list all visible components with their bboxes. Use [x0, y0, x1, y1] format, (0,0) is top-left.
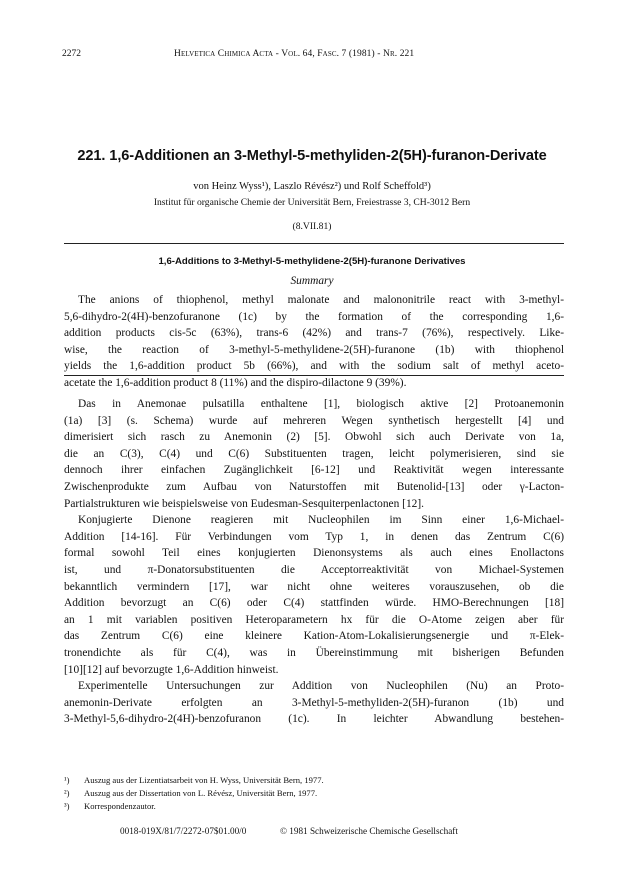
summary-line: 5,6-dihydro-2(4H)-benzofuranone (1c) by the formation of the corresponding 1,6- [64, 310, 564, 323]
body-line: die an C(3), C(4) und C(6) Substituenten tragen, leicht polymerisieren, sind sie [64, 447, 564, 460]
body-line: formal sowohl Teil eines konjugierten Dienonsystems als auch eines Enollactons [64, 547, 564, 560]
footnote-mark: ¹) [64, 775, 70, 785]
footnote-text: Auszug aus der Lizentiatsarbeit von H. Wyss, Universität Bern, 1977. [84, 775, 324, 785]
body-line: [10][12] auf bevorzugte 1,6-Addition hinweist. [64, 663, 279, 676]
body-line: Addition bevorzugt an C(6) oder C(4) stattfinden würde. HMO-Berechnungen [18] [64, 597, 564, 610]
body-line: an 1 mit variablen positiven Heteroparametern hx für die O-Atome zeigen aber für [64, 613, 564, 626]
footnotes [64, 774, 564, 813]
body-line: Zwischenprodukte zum Aufbau von Naturstoffen mit Butenolid-[13] oder γ-Lacton- [64, 481, 564, 493]
footnote [64, 800, 564, 813]
body-line: das Zentrum C(6) eine kleinere Kation-Atom-Lokalisierungsenergie und π-Elek- [64, 630, 564, 643]
body-line: tronendichte als für C(4), was in Übereinstimmung mit bisherigen Befunden [64, 647, 564, 659]
summary-line: wise, the reaction of 3-methyl-5-methylidene-2(5H)-furanone (1b) with thiophenol [64, 343, 564, 356]
body-line: Partialstrukturen wie beispielsweise von Eudesman-Sesquiterpenlactonen [12]. [64, 497, 424, 510]
summary-line: The anions of thiophenol, methyl malonate and malononitrile react with 3-methyl- [78, 294, 564, 306]
footnote [64, 774, 564, 787]
journal-reference: Helvetica Chimica Acta - Vol. 64, Fasc. 7 (1981) - Nr. 221 [174, 49, 415, 59]
authors: von Heinz Wyss¹), Laszlo Révész²) und Rolf Scheffold³) [193, 181, 431, 192]
body-line: dimerisiert sich rasch zu Anemonin (2) [5]. Obwohl sich auch Derivate von 1a, [64, 431, 564, 444]
footnote-mark: ³) [64, 801, 70, 811]
divider-bottom [64, 375, 564, 376]
summary-line: acetate the 1,6-addition product 8 (11%) and the dispiro-dilactone 9 (39%). [64, 377, 407, 389]
affiliation: Institut für organische Chemie der Universität Bern, Freiestrasse 3, CH-3012 Bern [153, 197, 471, 208]
issn: 0018-019X/81/7/2272-07$01.00/0 [120, 826, 247, 836]
footnote-mark: ²) [64, 788, 70, 798]
body-line: Das in Anemonae pulsatilla enthaltene [1], biologisch aktive [2] Protoanemonin [78, 398, 564, 410]
body-line: dennoch ihrer einfachen Zugänglichkeit [6-12] und Reaktivität wegen interessante [64, 464, 564, 477]
article-title: 221. 1,6-Additionen an 3-Methyl-5-methyliden-2(5H)-furanon-Derivate [77, 148, 547, 164]
body-line: 3-Methyl-5,6-dihydro-2(4H)-benzofuranon (1c). In leichter Abwandlung bestehen- [64, 713, 564, 726]
footnote [64, 787, 564, 800]
page-number: 2272 [62, 49, 81, 59]
received-date: (8.VII.81) [292, 221, 332, 232]
body-line: (1a) [3] (s. Schema) wurde auf mehreren Wegen synthetisch hergestellt [4] und [64, 414, 564, 427]
body-line: bekanntlich vermindern [17], war nicht ohne weiteres vorauszusehen, ob die [64, 580, 564, 593]
body-line: anemonin-Derivate erfolgten an 3-Methyl-5-methyliden-2(5H)-furanon (1b) und [64, 696, 564, 709]
abstract-title: 1,6-Additions to 3-Methyl-5-methylidene-2(5H)-furanone Derivatives [158, 256, 466, 267]
body-line: ist, und π-Donatorsubstituenten die Acceptorreaktivität von Michael-Systemen [64, 564, 564, 576]
copyright: © 1981 Schweizerische Chemische Gesellschaft [280, 826, 458, 836]
footnote-text: Auszug aus der Dissertation von L. Révész, Universität Bern, 1977. [84, 788, 318, 798]
summary-heading: Summary [290, 275, 334, 287]
footnote-text: Korrespondenzautor. [84, 801, 156, 811]
divider-top [64, 243, 564, 244]
summary-line: addition products cis-5c (63%), trans-6 (42%) and trans-7 (76%), respectively. Like- [64, 327, 564, 340]
body-line: Addition [14-16]. Für Verbindungen vom Typ 1, in denen das Zentrum C(6) [64, 530, 564, 543]
summary-line: yields the 1,6-addition product 5b (66%), and with the sodium salt of methyl aceto- [64, 360, 564, 373]
body-line: Experimentelle Untersuchungen zur Addition von Nucleophilen (Nu) an Proto- [78, 680, 564, 693]
body-line: Konjugierte Dienone reagieren mit Nucleophilen im Sinn einer 1,6-Michael- [78, 514, 564, 527]
